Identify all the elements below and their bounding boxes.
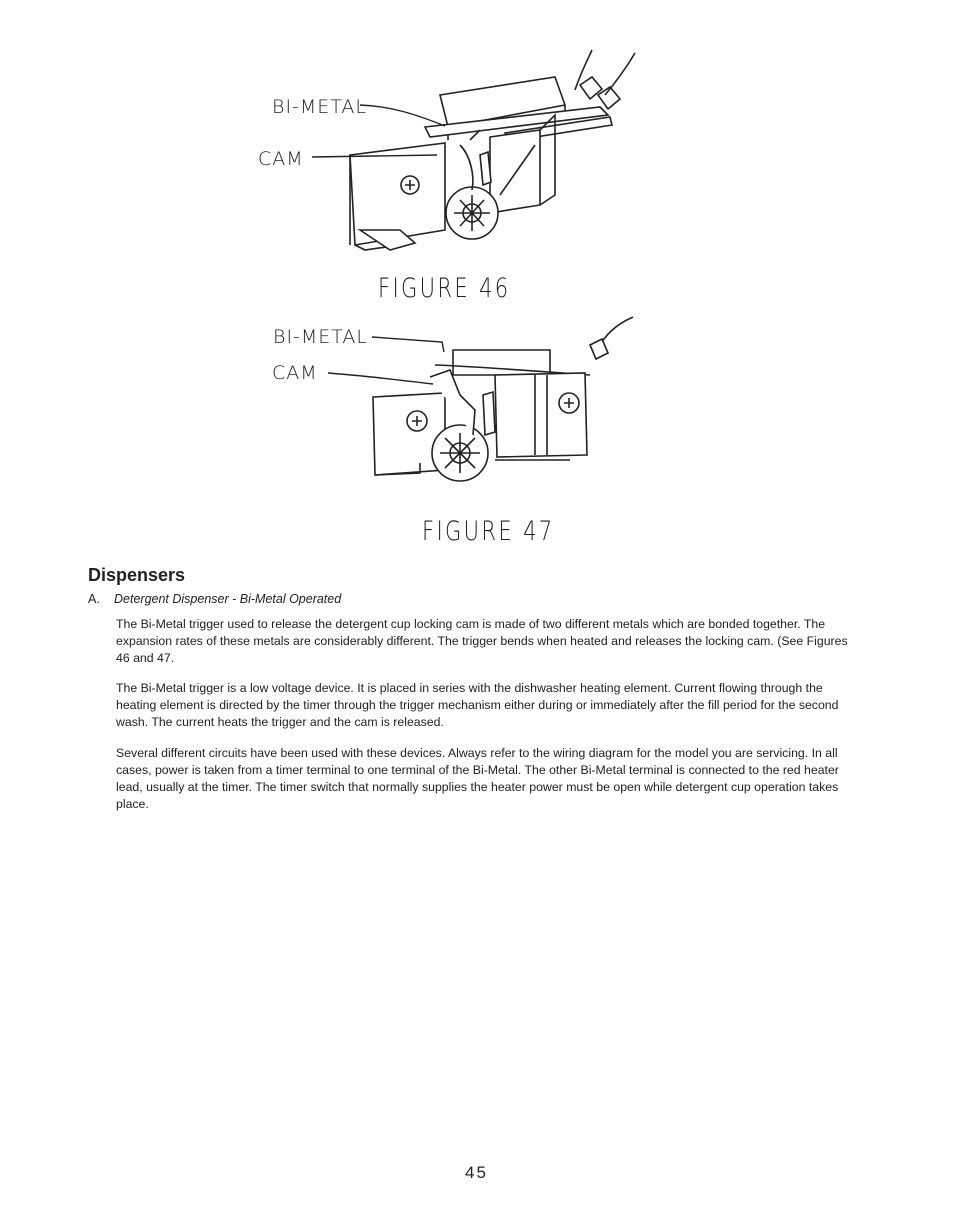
paragraph-2: The Bi-Metal trigger is a low voltage device. It is placed in series with the dishwasher heating element. Current flowing through the heating element is directed by the timer through the trigger mechanism either during or immediately after the fill period for the second wash. The current heats the trigger and the cam is released. xyxy=(116,681,839,729)
subsection-letter: A. xyxy=(88,592,100,606)
subsection-heading xyxy=(88,592,341,606)
paragraph-1: The Bi-Metal trigger used to release the detergent cup locking cam is made of two different metals which are bonded together. The expansion rates of these metals are considerably different. The trigger bends when heated and releases the locking cam. (See Figures 46 and 47. xyxy=(116,617,848,665)
figure-46-bimetal-label: BI-METAL xyxy=(272,96,368,118)
paragraph-3: Several different circuits have been used with these devices. Always refer to the wiring diagram for the model you are servicing. In all cases, power is taken from a timer terminal to one terminal of the Bi-Metal. The other Bi-Metal terminal is connected to the red heater lead, usually at the timer. The timer switch that normally supplies the heater power must be open while detergent cup operation takes place. xyxy=(116,746,839,811)
figure-47-bimetal-leader xyxy=(372,334,462,354)
figure-46-bimetal-leader xyxy=(360,100,450,130)
figure-47-caption: FIGURE 47 xyxy=(422,516,555,547)
figure-47-bimetal-label: BI-METAL xyxy=(273,326,369,348)
page-number: 45 xyxy=(465,1163,488,1182)
figure-46-caption: FIGURE 46 xyxy=(378,273,511,304)
subsection-title: Detergent Dispenser - Bi-Metal Operated xyxy=(114,592,342,606)
section-heading: Dispensers xyxy=(88,565,186,585)
figure-46-cam-label: CAM xyxy=(258,148,304,170)
figure-47-cam-leader xyxy=(328,370,438,390)
figure-46-cam-leader xyxy=(312,150,442,164)
figure-47-cam-label: CAM xyxy=(272,362,318,384)
